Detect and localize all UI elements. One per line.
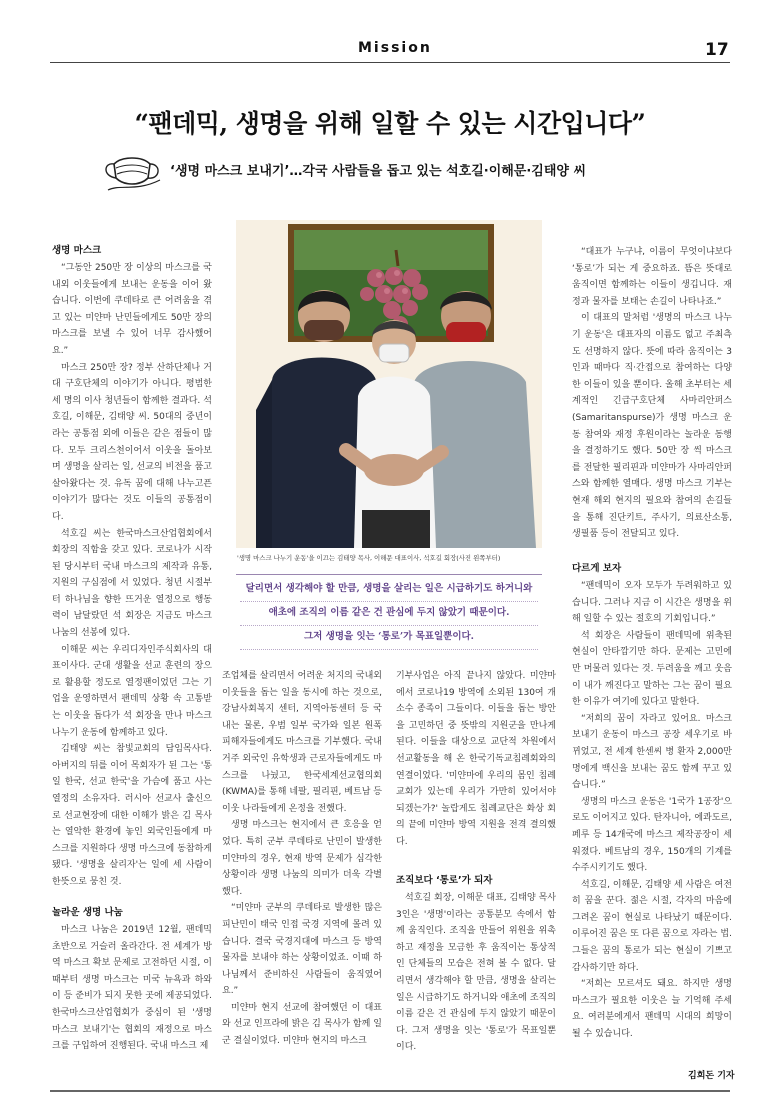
pull-quote-line-1: 달리면서 생각해야 할 만큼, 생명을 살리는 일은 시급하기도 하거니와 <box>245 583 533 594</box>
section-heading: 다르게 보자 <box>572 563 622 574</box>
group-photo-illustration <box>236 220 542 548</box>
paragraph: 마스크 나눔은 2019년 12월, 팬데믹 초반으로 거슬러 올라간다. 전 세계가 방역 마스크 확보 문제로 고전하던 시절, 이때부터 생명 마스크는 미국 뉴욕과 하와이 등 준비가 되지 못한 곳에 제공되었다. 한국마스크산업협회가 중심이 된 '생명 마스크 보내기'는 협회의 재정으로 마스크를 구입하여 진행된다. 국내 마스크 제 <box>52 925 212 1052</box>
subheadline: ‘생명 마스크 보내기’…각국 사람들을 돕고 있는 석호길·이해문·김태양 씨 <box>170 164 587 179</box>
pull-quote-line-3: 그저 생명을 잇는 ‘통로’가 목표일뿐이다. <box>304 631 474 642</box>
paragraph: “저희의 꿈이 자라고 있어요. 마스크 보내기 운동이 마스크 공장 세우기로 바뀌었고, 전 세계 한센씨 병 환자 2,000만 명에게 백신을 보내는 꿈도 함께 꾸고 있습니다.” <box>572 713 732 791</box>
pull-quote-divider <box>240 625 538 626</box>
paragraph: 석 회장은 사람들이 팬데믹에 위축된 현실이 안타깝기만 하다. 문제는 고민에만 머물러 있다는 것. 두려움을 깨고 웃음이 내가 깨진다고 말하는 그는 꿈이 필요한 이유가 여기에 있다고 말한다. <box>572 630 732 708</box>
paragraph: 이 대표의 말처럼 '생명의 마스크 나누기 운동'은 대표자의 이름도 없고 주최측도 선명하지 않다. 뜻에 따라 움직이는 3인과 때마다 직·간접으로 참여하는 다양한 이들이 있을 뿐이다. 올해 초부터는 세계적인 긴급구호단체 사마리안퍼스(Samaritanspurse)가 생명 마스크 운동 참여와 재정 후원이라는 놀라운 동행을 결정하기도 했다. 50만 장 씩 마스크를 전달한 필리핀과 미얀마가 사마리안퍼스와 함께한 열매다. 생명 마스크 기부는 현재 해외 현지의 필요와 참여의 손길들을 통해 진단키트, 주사기, 의료산소통, 생필품 등이 전달되고 있다. <box>572 313 732 540</box>
section-title: Mission <box>358 40 432 56</box>
article-column-4 <box>572 244 732 543</box>
section-heading: 놀라운 생명 나눔 <box>52 907 123 918</box>
article-column-1 <box>52 242 212 891</box>
paragraph: 기부사업은 아직 끝나지 않았다. 미얀마에서 코로나19 방역에 소외된 130여 개 소수 종족이 그들이다. 이들을 돕는 방안을 고민하던 중 뜻밖의 지원군을 만나게 된다. 이들을 대상으로 교단적 차원에서 선교활동을 해 온 한국기독교침례회와의 연결이었다. '미얀마에 우리의 몸인 침례교회가 있는데 우리가 가만히 있어서야 되겠는가?' 놀랍게도 침례교단은 화상 회의 끝에 미얀마 방역 지원을 전격 결의했다. <box>396 671 556 847</box>
paragraph: “저희는 모르셔도 돼요. 하지만 생명 마스크가 필요한 이웃은 늘 기억해 주세요. 여러분에게서 팬데믹 시대의 희망이 될 수 있습니다. <box>572 979 732 1040</box>
paragraph: “그동안 250만 장 이상의 마스크를 국내외 이웃들에게 보내는 운동을 이어 왔습니다. 이번에 쿠데타로 큰 어려움을 겪고 있는 미얀마 난민들에게도 50만 장의 마스크를 보낼 수 있어 너무 감사했어요.” <box>52 263 212 356</box>
page-number: 17 <box>705 40 729 60</box>
paragraph: 이해문 씨는 우리디자인주식회사의 대표이사다. 군대 생활을 선교 훈련의 장으로 활용할 정도로 열정팬이었던 그는 기업을 운영하면서 팬데믹 상황 속 고통받는 이웃을 돕다가 석 회장을 만나 마스크 나누기 운동에 함께하고 있다. <box>52 644 212 738</box>
mask-icon <box>100 150 164 196</box>
section-heading: 조직보다 ‘통로’가 되자 <box>396 875 493 886</box>
header-rule <box>50 62 730 63</box>
article-column-1-lower <box>52 904 212 1055</box>
paragraph: 마스크 250만 장? 정부 산하단체나 거대 구호단체의 이야기가 아니다. 평범한 세 명의 이사 청년들이 함께한 결과다. 석호길, 이해문, 김태양 씨. 50대의 중년이라는 공통점 외에 이들은 같은 점들이 많다. 모두 크리스천이어서 이웃을 돌아보며 생명을 살리는 일, 선교의 비전을 품고 살아왔다는 것. 유독 꿈에 대해 나누고픈 이야기가 많다는 것도 이들의 공통점이다. <box>52 362 212 522</box>
pull-quote-divider <box>240 601 538 602</box>
photo-caption: '생명 마스크 나누기 운동'을 이끄는 김태양 목사, 이해문 대표이사, 석호길 회장(사진 왼쪽부터) <box>237 554 501 562</box>
group-photo <box>236 220 542 548</box>
paragraph: 석호길, 이해문, 김태양 세 사람은 여전히 꿈을 꾼다. 젊은 시절, 각자의 마음에 그려온 꿈이 현실로 나타났기 때문이다. 이루어진 꿈은 또 다른 꿈으로 자라는 법. 그들은 꿈의 통로가 되는 현실이 기쁘고 감사하기만 하다. <box>572 879 732 973</box>
pull-quote-divider <box>240 649 538 650</box>
paragraph: “미얀마 군부의 쿠데타로 발생한 많은 피난민이 태국 인접 국경 지역에 몰려 있습니다. 결국 국경지대에 마스크 등 방역물자를 보내야 하는 상황이었죠. 이때 하나님께서 준비하신 사람들이 움직였어요.” <box>222 903 382 997</box>
paragraph: 석호길 씨는 한국마스크산업협회에서 회장의 직함을 갖고 있다. 코로나가 시작된 당시부터 국내 마스크의 제작과 유통, 지원의 구심점에 서 있었다. 청년 시절부터 하나님을 향한 뜨거운 열정으로 행동력이 남달랐던 석 회장은 지금도 마스크 나눔의 선봉에 있다. <box>52 528 212 639</box>
paragraph: “대표가 누구냐, 이름이 무엇이냐보다 ‘통로’가 되는 게 중요하죠. 뜸은 뜻대로 움직이면 함께하는 이들이 생깁니다. 재정과 물자를 보태는 손길이 나타나죠.” <box>572 247 732 307</box>
pull-quote-rule-top <box>236 574 542 575</box>
paragraph: 김태양 씨는 참빛교회의 담임목사다. 아버지의 뒤를 이어 목회자가 된 그는 '통일 한국, 선교 한국'을 가슴에 품고 사는 열정의 소유자다. 러시아 선교사 출신으로 선교현장에 대한 이해가 밝은 김 목사는 열악한 환경에 놓인 외국인들에게 마스크를 지원하다 생명 마스크에 동참하게 됐다. '생명을 살리자'는 일에 세 사람이 한뜻으로 뭉친 것. <box>52 744 212 887</box>
paragraph: “팬데믹이 오자 모두가 두려워하고 있습니다. 그러나 지금 이 시간은 생명을 위해 일할 수 있는 절호의 기회입니다.” <box>572 581 732 625</box>
paragraph: 미얀마 현지 선교에 참여했던 이 대표와 선교 인프라에 밝은 김 목사가 함께 일군 결실이었다. 미얀마 현지의 마스크 <box>222 1002 382 1047</box>
pull-quote-line-2: 애초에 조직의 이름 같은 건 관심에 두지 않았기 때문이다. <box>268 607 510 618</box>
paragraph: 석호길 회장, 이해문 대표, 김태양 목사 3인은 '생명'이라는 공통분모 속에서 함께 움직인다. 조직을 만들어 위원을 위촉하고 재정을 모금한 후 움직이는 통상적인 단체들의 모습은 전혀 볼 수 없다. 달리면서 생각해야 할 만큼, 생명을 살리는 일은 시급하기도 하거니와 애초에 조직의 이름 같은 건 관심에 두지 않았기 때문이다. 그저 생명을 잇는 '통로'가 목표일뿐이다. <box>396 893 556 1053</box>
article-column-4-lower <box>572 560 732 1043</box>
paragraph: 조업체를 살리면서 어려운 처지의 국내외 이웃들을 돕는 일을 동시에 하는 것으로, 강남사회복지 센터, 지역아동센터 등 국내는 물론, 우범 일부 국가와 일본 원폭 피해자들에게도 마스크를 기부했다. 국내 거주 외국인 유학생과 근로자들에게도 마스크를 나눴고, 한국세계선교협의회(KWMA)를 통해 네팔, 필리핀, 베트남 등 이웃 나라들에게 온정을 전했다. <box>222 671 382 814</box>
article-column-2 <box>222 668 382 1050</box>
article-column-3-lower <box>396 872 556 1056</box>
paragraph: 생명 마스크는 현지에서 큰 호응을 얻었다. 특히 군부 쿠데타로 난민이 발생한 미얀마의 경우, 현재 방역 문제가 심각한 상황이라 생명 나눔의 의미가 더욱 각별했다. <box>222 820 382 897</box>
section-heading: 생명 마스크 <box>52 245 102 256</box>
paragraph: 생명의 마스크 운동은 '1국가 1공장'으로도 이어지고 있다. 탄자니아, 에콰도르, 페루 등 14개국에 마스크 제작공장이 세워졌다. 베트남의 경우, 150개의 기계를 수주시키기도 했다. <box>572 796 732 874</box>
article-column-3 <box>396 668 556 851</box>
headline: “팬데믹, 생명을 위해 일할 수 있는 시간입니다” <box>134 109 646 138</box>
byline: 김희돈 기자 <box>688 1071 735 1081</box>
footer-rule <box>50 1090 730 1092</box>
